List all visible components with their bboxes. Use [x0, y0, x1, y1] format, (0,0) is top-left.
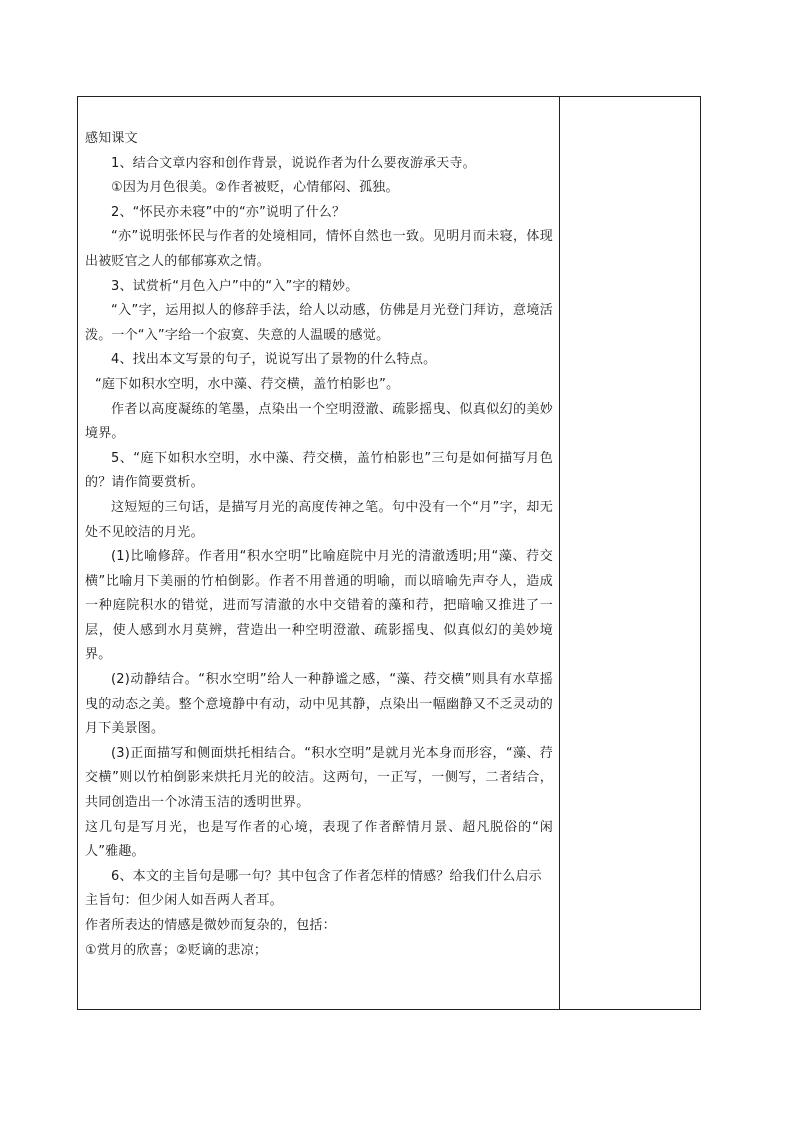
paragraph: 这几句是写月光，也是写作者的心境，表现了作者醉情月景、超凡脱俗的“闲人”雅趣。 — [85, 819, 553, 860]
paragraph: 作者所表达的情感是微妙而复杂的，包括： — [85, 918, 336, 933]
paragraph: 主旨句：但少闲人如吾两人者耳。 — [85, 893, 284, 909]
paragraph-list — [85, 152, 553, 964]
paragraph: (3)正面描写和侧面烘托相结合。“积水空明”是就月光本身而形容，“藻、荇交横”则以竹柏倒影来烘托月光的皎洁。这两句，一正写，一侧写，二者结合，共同创造出一个冰清玉洁的透明世界。 — [85, 745, 553, 811]
paragraph: 5、“庭下如积水空明，水中藻、荇交横，盖竹柏影也”三句是如何描写月色的？请作简要赏析。 — [85, 450, 553, 491]
paragraph: (2)动静结合。“积水空明”给人一种静谧之感，“藻、荇交横”则具有水草摇曳的动态之美。整个意境静中有动，动中见其静，点染出一幅幽静又不乏灵动的月下美景图。 — [85, 672, 553, 737]
paragraph: 3、试赏析“月色入户”中的“入”字的精妙。 — [111, 278, 359, 294]
paragraph: ①因为月色很美。②作者被贬，心情郁闷、孤独。 — [111, 180, 399, 196]
section-title: 感知课文 — [85, 131, 138, 146]
paragraph: 这短短的三句话，是描写月光的高度传神之笔。句中没有一个“月”字，却无处不见皎洁的月光。 — [85, 499, 553, 540]
notes-column-cell — [560, 97, 700, 1009]
paragraph: “亦”说明张怀民与作者的处境相同，情怀自然也一致。见明月而未寝，体现出被贬官之人的郁郁寡欢之情。 — [85, 229, 553, 269]
paragraph: ①赏月的欣喜；②贬谪的悲凉； — [85, 942, 268, 958]
paragraph: “入”字，运用拟人的修辞手法，给人以动感，仿佛是月光登门拜访，意境活泼。一个“入”字给一个寂寞、失意的人温暖的感觉。 — [85, 303, 553, 343]
paragraph: “庭下如积水空明，水中藻、荇交横，盖竹柏影也”。 — [95, 376, 400, 392]
main-content-cell — [85, 127, 553, 963]
paragraph: 6、本文的主旨句是哪一句？其中包含了作者怎样的情感？给我们什么启示 — [111, 868, 542, 884]
paragraph: (1)比喻修辞。作者用“积水空明”比喻庭院中月光的清澈透明;用“藻、荇交横”比喻月下美丽的竹柏倒影。作者不用普通的明喻，而以暗喻先声夺人，造成一种庭院积水的错觉，进而写清澈的水中交错着的藻和荇，把暗喻又推进了一层，使人感到水月莫辨，营造出一种空明澄澈、疏影摇曳、似真似幻的美妙境界。 — [85, 549, 553, 663]
lesson-table — [77, 96, 701, 1010]
paragraph: 2、“怀民亦未寝”中的“亦”说明了什么？ — [111, 204, 346, 220]
paragraph: 4、找出本文写景的句子，说说写出了景物的什么特点。 — [111, 352, 437, 368]
paragraph: 作者以高度凝练的笔墨，点染出一个空明澄澈、疏影摇曳、似真似幻的美妙境界。 — [85, 401, 553, 442]
paragraph: 1、结合文章内容和创作背景，说说作者为什么要夜游承天寺。 — [111, 155, 476, 171]
